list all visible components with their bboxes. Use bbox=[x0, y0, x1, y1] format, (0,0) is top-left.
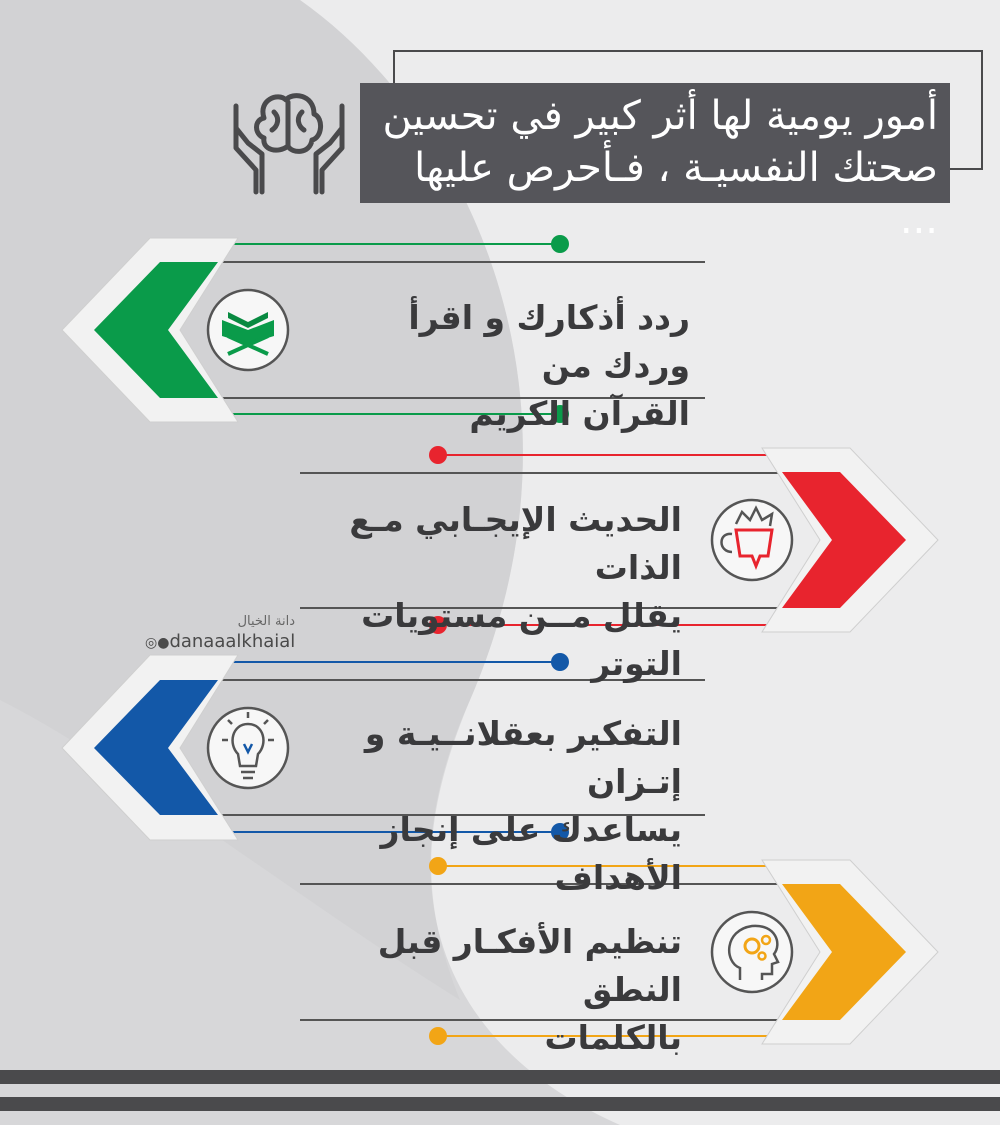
twitter-icon: ● bbox=[157, 635, 170, 651]
bottom-stripe-1 bbox=[0, 1070, 1000, 1084]
watermark-handle: danaaalkhaial bbox=[169, 631, 296, 652]
item-2-line-1: الحديث الإيجـابي مـع الذات bbox=[349, 500, 682, 587]
item-1-text bbox=[330, 294, 690, 438]
watermark bbox=[145, 612, 295, 653]
item-1-dot-top bbox=[551, 235, 569, 253]
item-4-line-2: بالكلمات bbox=[544, 1018, 682, 1057]
header-line-2: صحتك النفسيـة ، فـأحرص عليها ... bbox=[414, 145, 938, 243]
item-3-line-1: التفكير بعقلانــيـة و إتـزان bbox=[364, 714, 682, 801]
item-1-line-2: القرآن الكريم bbox=[469, 394, 690, 433]
instagram-icon: ◎ bbox=[145, 635, 158, 651]
item-3-text bbox=[322, 710, 682, 902]
item-2-text bbox=[322, 496, 682, 688]
item-4-text bbox=[322, 918, 682, 1062]
watermark-name: دانة الخيال bbox=[237, 614, 295, 629]
item-4-line-1: تنظيم الأفكـار قبل النطق bbox=[377, 922, 682, 1009]
bottom-stripe-2 bbox=[0, 1097, 1000, 1111]
item-1-line-1: ردد أذكارك و اقرأ وردك من bbox=[408, 298, 690, 385]
item-3-line-2: يساعدك على إنجاز الأهداف bbox=[380, 810, 682, 897]
header-line-1: أمور يومية لها أثر كبير في تحسين bbox=[382, 93, 938, 139]
watermark-handle-row bbox=[145, 632, 295, 653]
item-2-line-2: يقلل مــن مستويات التوتر bbox=[361, 596, 682, 683]
